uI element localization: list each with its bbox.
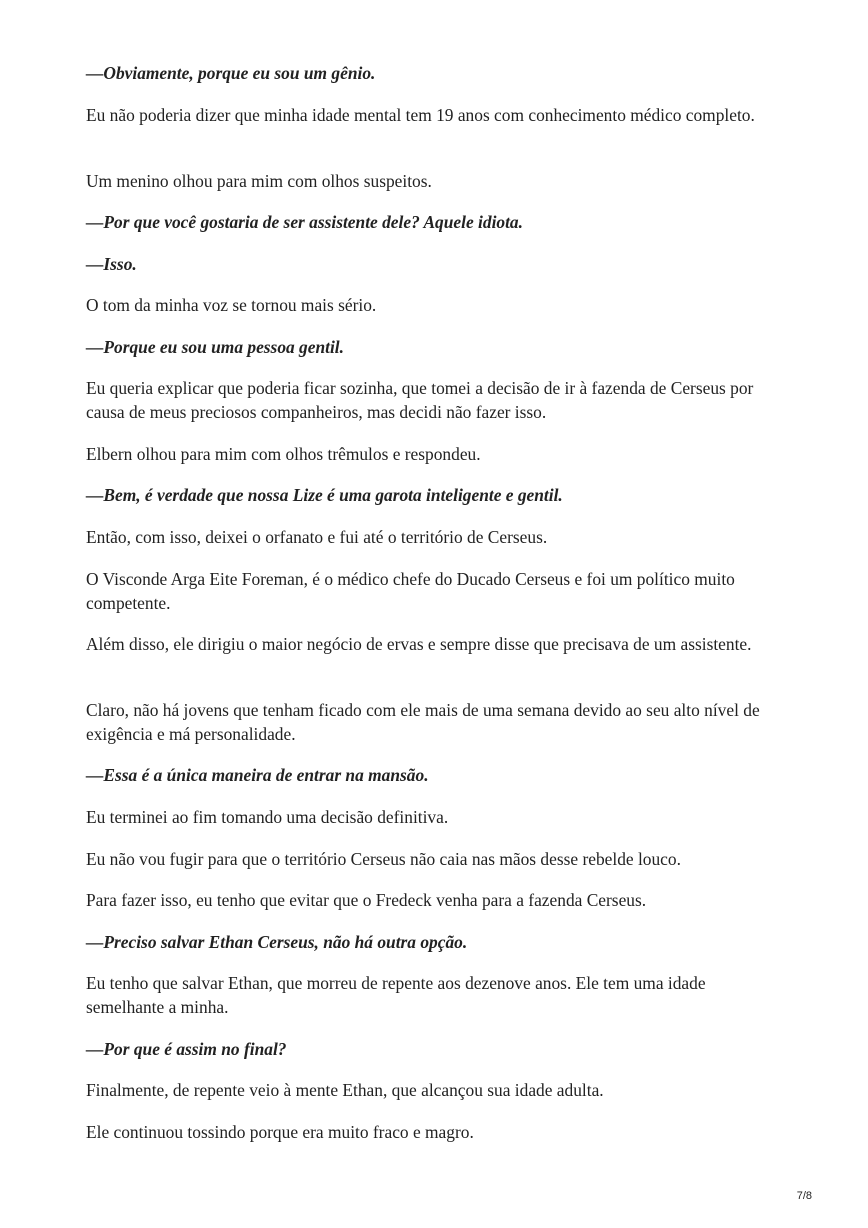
paragraph-dialog: —Obviamente, porque eu sou um gênio. <box>86 63 376 83</box>
paragraph: Então, com isso, deixei o orfanato e fui até o território de Cerseus. <box>86 527 548 547</box>
paragraph-dialog: —Preciso salvar Ethan Cerseus, não há outra opção. <box>86 932 468 952</box>
paragraph: Finalmente, de repente veio à mente Ethan, que alcançou sua idade adulta. <box>86 1080 604 1100</box>
paragraph: Eu queria explicar que poderia ficar sozinha, que tomei a decisão de ir à fazenda de Cerseus por causa de meus preciosos companheiros, mas decidi não fazer isso. <box>86 378 754 422</box>
paragraph: O tom da minha voz se tornou mais sério. <box>86 295 377 315</box>
paragraph: Ele continuou tossindo porque era muito fraco e magro. <box>86 1122 474 1142</box>
paragraph-dialog: —Essa é a única maneira de entrar na mansão. <box>86 765 429 785</box>
paragraph-dialog: —Bem, é verdade que nossa Lize é uma garota inteligente e gentil. <box>86 485 563 505</box>
paragraph: Eu não vou fugir para que o território Cerseus não caia nas mãos desse rebelde louco. <box>86 849 681 869</box>
paragraph: Além disso, ele dirigiu o maior negócio de ervas e sempre disse que precisava de um assistente. <box>86 634 752 654</box>
paragraph-dialog: —Isso. <box>86 254 137 274</box>
paragraph: Elbern olhou para mim com olhos trêmulos e respondeu. <box>86 444 481 464</box>
paragraph: Eu não poderia dizer que minha idade mental tem 19 anos com conhecimento médico completo. <box>86 105 755 125</box>
paragraph-dialog: —Por que você gostaria de ser assistente dele? Aquele idiota. <box>86 212 523 232</box>
paragraph-dialog: —Por que é assim no final? <box>86 1039 287 1059</box>
paragraph: Eu tenho que salvar Ethan, que morreu de repente aos dezenove anos. Ele tem uma idade semelhante a minha. <box>86 973 706 1017</box>
paragraph: O Visconde Arga Eite Foreman, é o médico chefe do Ducado Cerseus e foi um político muito competente. <box>86 569 735 613</box>
paragraph: Claro, não há jovens que tenham ficado com ele mais de uma semana devido ao seu alto nível de exigência e má personalidade. <box>86 700 760 744</box>
paragraph: Para fazer isso, eu tenho que evitar que o Fredeck venha para a fazenda Cerseus. <box>86 890 647 910</box>
paragraph: Um menino olhou para mim com olhos suspeitos. <box>86 171 432 191</box>
page-number: 7/8 <box>796 1190 812 1202</box>
paragraph-dialog: —Porque eu sou uma pessoa gentil. <box>86 337 344 357</box>
paragraph: Eu terminei ao fim tomando uma decisão definitiva. <box>86 807 449 827</box>
